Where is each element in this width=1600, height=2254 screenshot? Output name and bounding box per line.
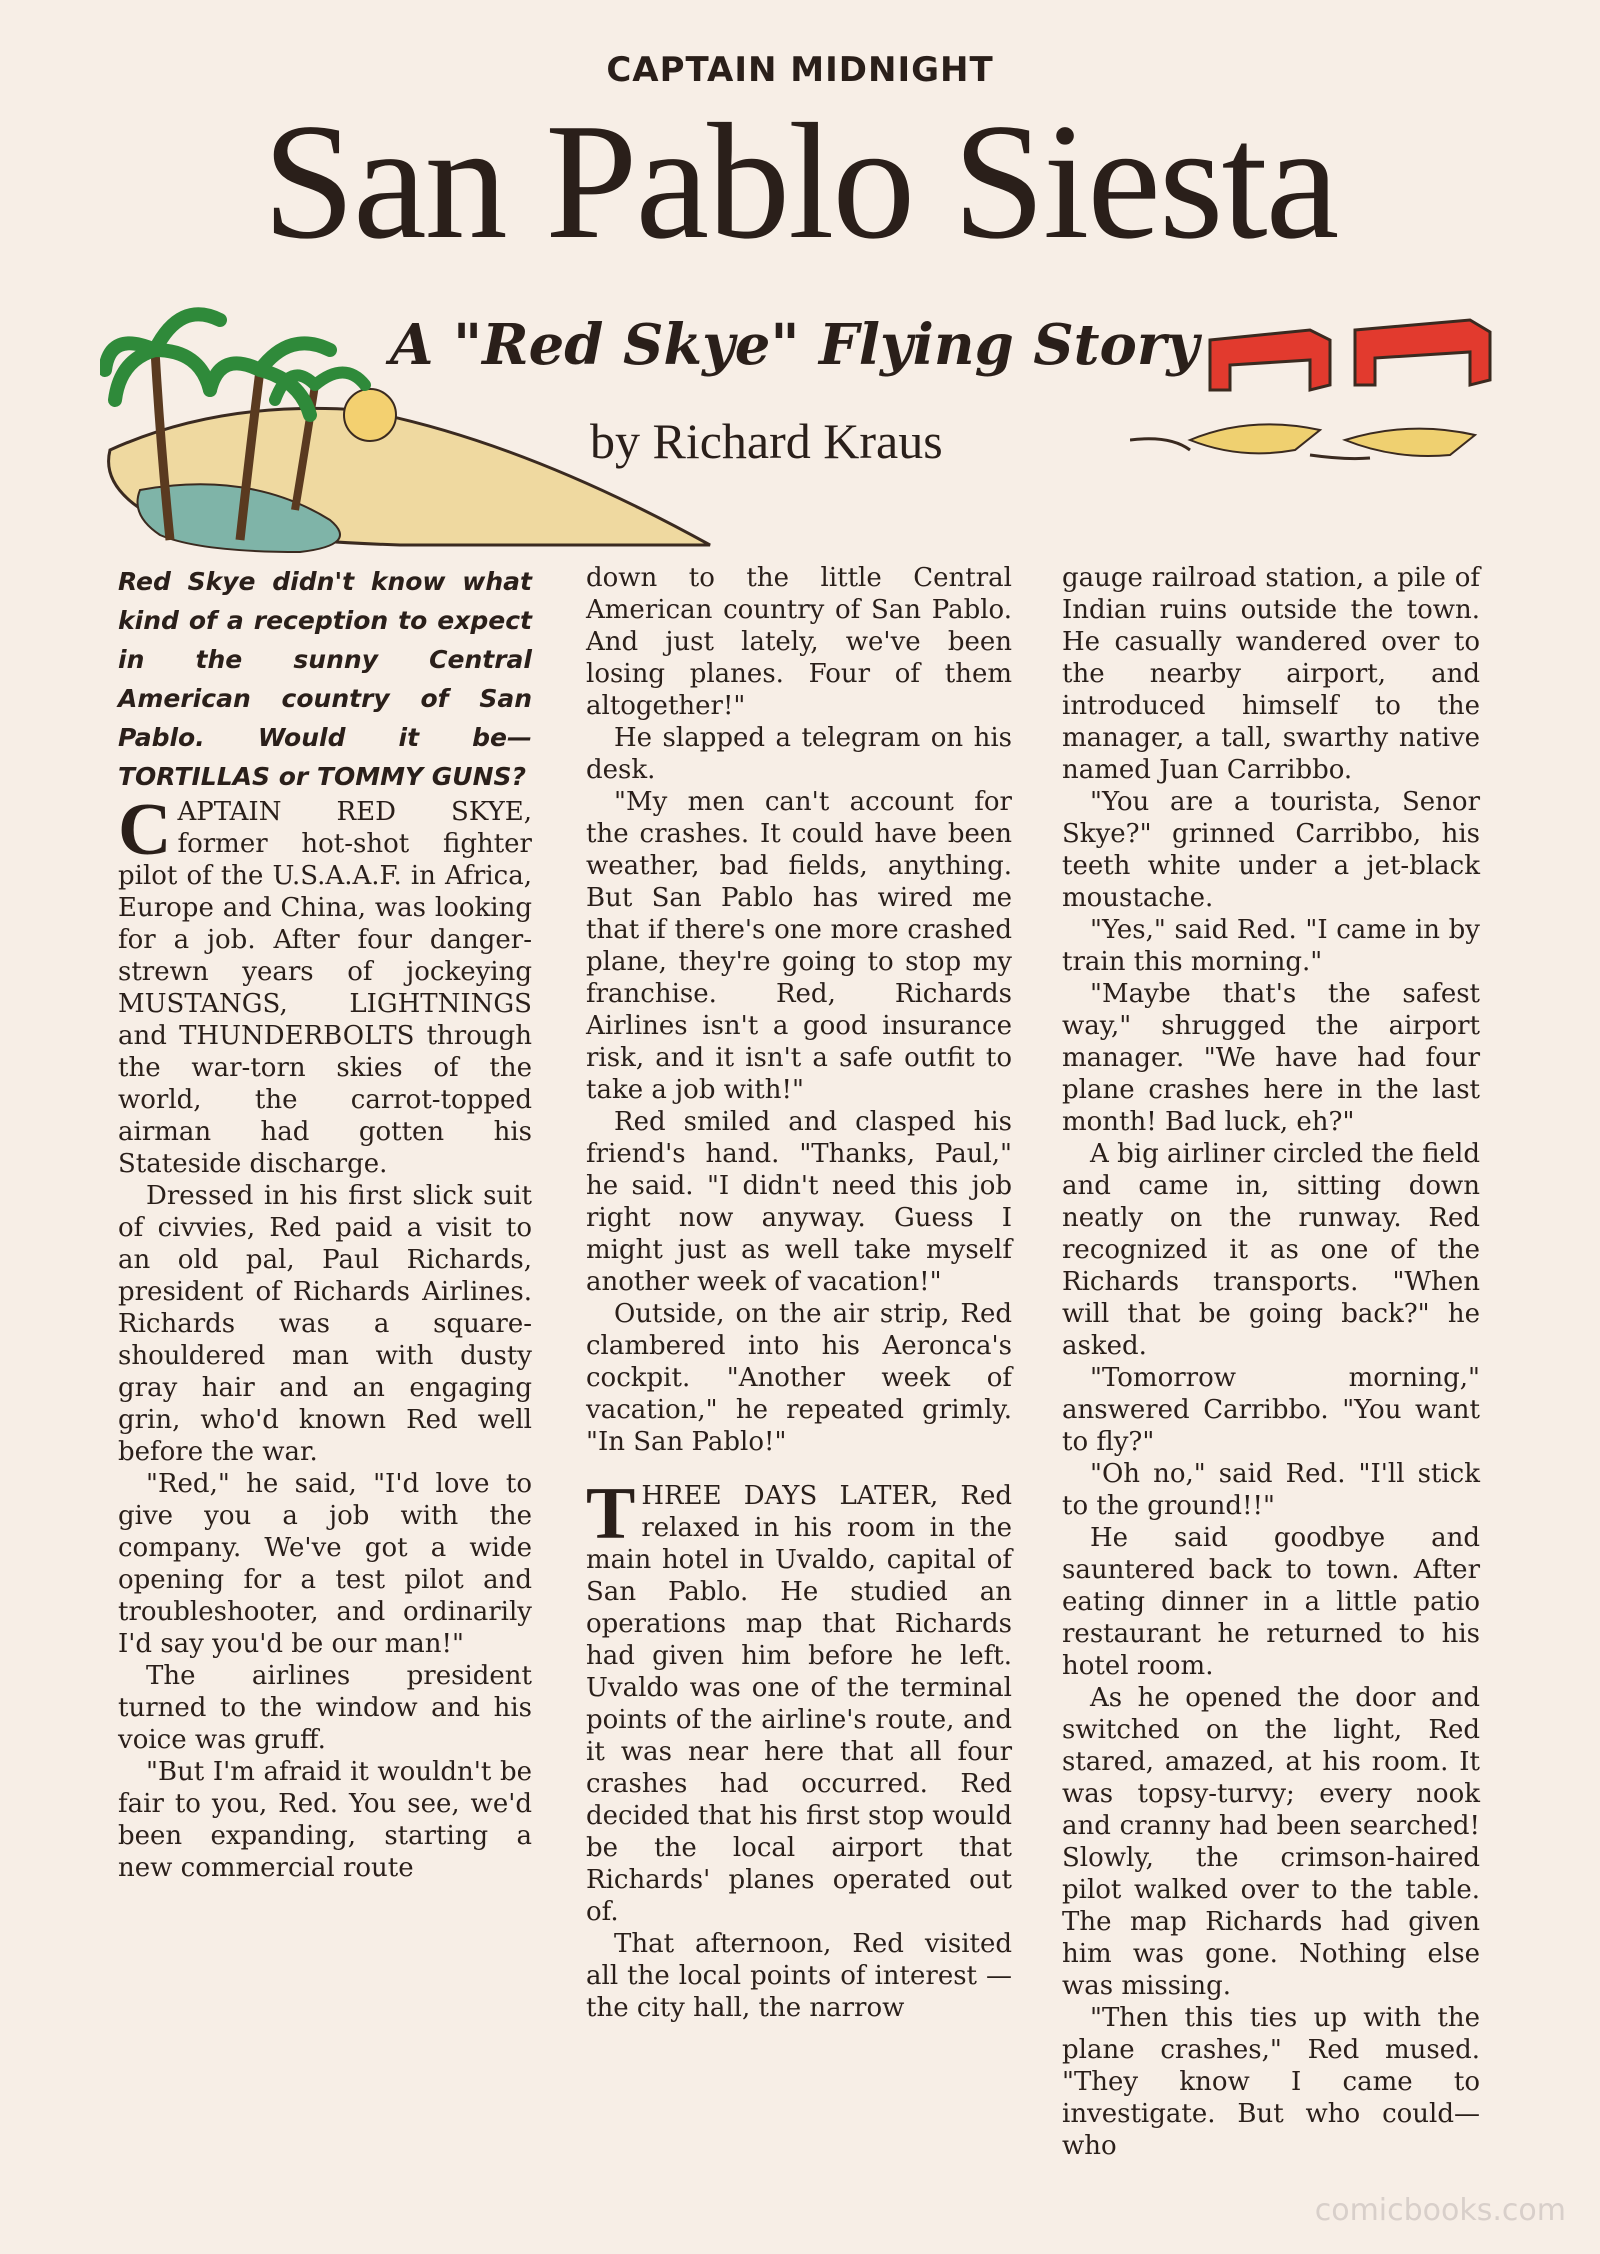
story-title: San Pablo Siesta	[262, 89, 1338, 273]
series-header: CAPTAIN MIDNIGHT	[606, 50, 994, 90]
paragraph	[118, 789, 532, 1180]
paragraph: "Yes," said Red. "I came in by train this morning."	[1062, 915, 1480, 977]
column-3	[1062, 562, 1480, 2162]
paragraph: He slapped a telegram on his desk.	[586, 723, 1012, 785]
paragraph-text: HREE DAYS LATER, Red relaxed in his room in the main hotel in Uvaldo, capital of San Pablo. He studied an operations map that Richards had given him before he left. Uvaldo was one of the terminal points of the airline's route, and it was near here that all four crashes had occurred. Red decided that his first stop would be the local airport that Richards' planes operated out of.	[586, 1481, 1012, 1927]
column-1	[118, 562, 532, 1884]
teaser: Red Skye didn't know what kind of a reception to expect in the sunny Central American country of San Pablo. Would it be—TORTILLAS or TOMMY GUNS?	[118, 567, 532, 791]
paragraph: A big airliner circled the field and came in, sitting down neatly on the runway. Red recognized it as one of the Richards transports. "When will that be going back?" he asked.	[1062, 1139, 1480, 1361]
paragraph: As he opened the door and switched on the light, Red stared, amazed, at his room. It was topsy-turvy; every nook and cranny had been searched! Slowly, the crimson-haired pilot walked over to the table. The map Richards had given him was gone. Nothing else was missing.	[1062, 1683, 1480, 2001]
paragraph: "Maybe that's the safest way," shrugged the airport manager. "We have had four plane crashes here in the last month! Bad luck, eh?"	[1062, 979, 1480, 1137]
paragraph: "You are a tourista, Senor Skye?" grinned Carribbo, his teeth white under a jet-black moustache.	[1062, 787, 1480, 913]
paragraph: "Red," he said, "I'd love to give you a job with the company. We've got a wide opening for a test pilot and troubleshooter, and ordinarily I'd say you'd be our man!"	[118, 1469, 532, 1659]
paragraph: "But I'm afraid it wouldn't be fair to you, Red. You see, we'd been expanding, starting a new commercial route	[118, 1757, 532, 1883]
paragraph: "My men can't account for the crashes. It could have been weather, bad fields, anything. But San Pablo has wired me that if there's one more crashed plane, they're going to stop my franchise. Red, Richards Airlines isn't a good insurance risk, and it isn't a safe outfit to take a job with!"	[586, 787, 1012, 1105]
column-2	[586, 562, 1012, 2024]
paragraph: down to the little Central American country of San Pablo. And just lately, we've been losing planes. Four of them altogether!"	[586, 563, 1012, 721]
paragraph: "Oh no," said Red. "I'll stick to the ground!!"	[1062, 1459, 1480, 1521]
story-subtitle: A "Red Skye" Flying Story	[390, 312, 1199, 378]
paragraph	[586, 1473, 1012, 1928]
paragraph: The airlines president turned to the window and his voice was gruff.	[118, 1661, 532, 1755]
paragraph-text: APTAIN RED SKYE, former hot-shot fighter pilot of the U.S.A.A.F. in Africa, Europe and China, was looking for a job. After four danger-strewn years of jockeying MUSTANGS, LIGHTNINGS and THUNDERBOLTS through the war-torn skies of the world, the carrot-topped airman had gotten his Stateside discharge.	[118, 797, 532, 1179]
drop-cap: T	[586, 1473, 636, 1555]
paragraph: Red smiled and clasped his friend's hand. "Thanks, Paul," he said. "I didn't need this job right now anyway. Guess I might just as well take myself another week of vacation!"	[586, 1107, 1012, 1297]
drop-cap: C	[118, 789, 172, 871]
paragraph: Dressed in his first slick suit of civvies, Red paid a visit to an old pal, Paul Richards, president of Richards Airlines. Richards was a square-shouldered man with dusty gray hair and an engaging grin, who'd known Red well before the war.	[118, 1181, 532, 1467]
paragraph: gauge railroad station, a pile of Indian ruins outside the town. He casually wandered over to the nearby airport, and introduced himself to the manager, a tall, swarthy native named Juan Carribbo.	[1062, 563, 1480, 785]
paragraph: "Then this ties up with the plane crashes," Red mused. "They know I came to investigate. But who could—who	[1062, 2003, 1480, 2161]
paragraph: Outside, on the air strip, Red clambered into his Aeronca's cockpit. "Another week of vacation," he repeated grimly. "In San Pablo!"	[586, 1299, 1012, 1457]
byline: by Richard Kraus	[590, 413, 943, 469]
paragraph: "Tomorrow morning," answered Carribbo. "You want to fly?"	[1062, 1363, 1480, 1457]
paragraph: He said goodbye and sauntered back to town. After eating dinner in a little patio restaurant he returned to his hotel room.	[1062, 1523, 1480, 1681]
watermark: comicbooks.com	[1314, 2193, 1566, 2228]
paragraph: That afternoon, Red visited all the local points of interest —the city hall, the narrow	[586, 1929, 1012, 2023]
